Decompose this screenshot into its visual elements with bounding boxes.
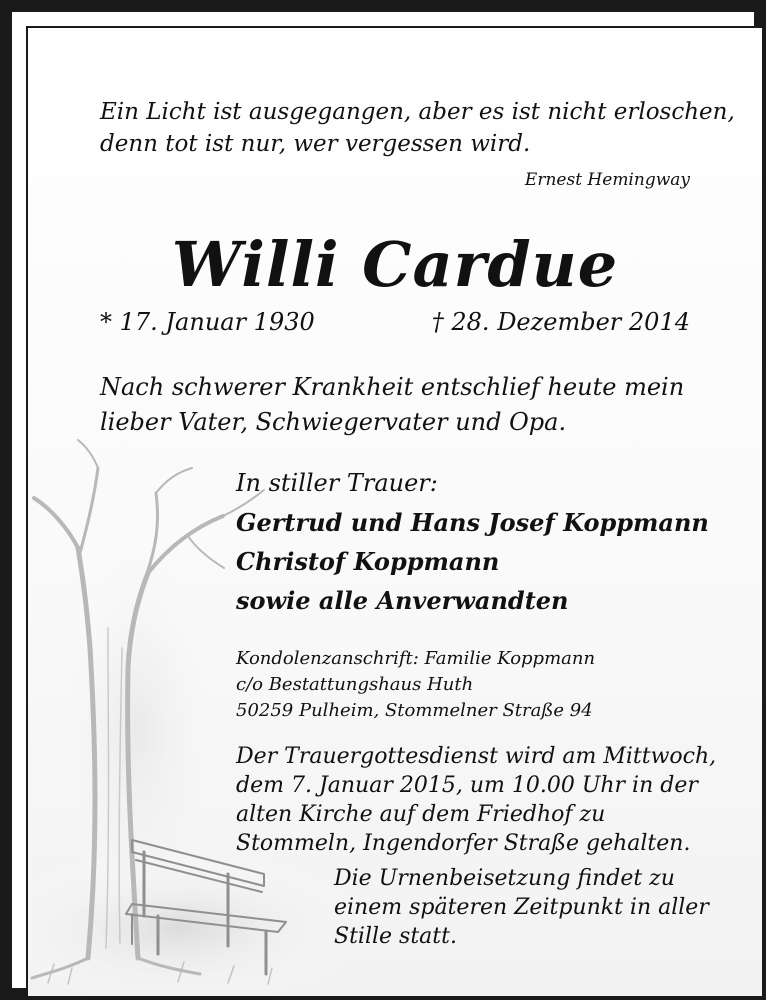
mourners-intro: In stiller Trauer:: [236, 469, 438, 497]
mourner-name: Christof Koppmann: [236, 547, 500, 576]
urn-burial-line: Stille statt.: [334, 924, 457, 949]
quote-line: Ein Licht ist ausgegangen, aber es ist nicht erloschen,: [100, 99, 735, 125]
birth-date: * 17. Januar 1930: [100, 308, 315, 336]
condolence-address-line: 50259 Pulheim, Stommelner Straße 94: [236, 700, 593, 721]
mourner-name: sowie alle Anverwandten: [236, 586, 569, 615]
service-line: dem 7. Januar 2015, um 10.00 Uhr in der: [236, 773, 698, 798]
obituary-card: [26, 26, 764, 998]
announcement-line: Nach schwerer Krankheit entschlief heute mein: [100, 373, 685, 401]
death-date: † 28. Dezember 2014: [431, 308, 690, 336]
deceased-name: Willi Cardue: [171, 228, 619, 301]
urn-burial-line: einem späteren Zeitpunkt in aller: [334, 895, 709, 920]
condolence-address-line: Kondolenzanschrift: Familie Koppmann: [236, 648, 596, 669]
service-line: Stommeln, Ingendorfer Straße gehalten.: [236, 831, 691, 856]
mourner-name: Gertrud und Hans Josef Koppmann: [236, 508, 709, 537]
quote-line: denn tot ist nur, wer vergessen wird.: [100, 131, 531, 157]
service-line: alten Kirche auf dem Friedhof zu: [236, 802, 606, 827]
quote-author: Ernest Hemingway: [524, 170, 690, 190]
condolence-address-line: c/o Bestattungshaus Huth: [236, 674, 474, 695]
announcement-line: lieber Vater, Schwiegervater und Opa.: [100, 408, 567, 436]
urn-burial-line: Die Urnenbeisetzung findet zu: [334, 866, 675, 891]
service-line: Der Trauergottesdienst wird am Mittwoch,: [236, 744, 717, 769]
